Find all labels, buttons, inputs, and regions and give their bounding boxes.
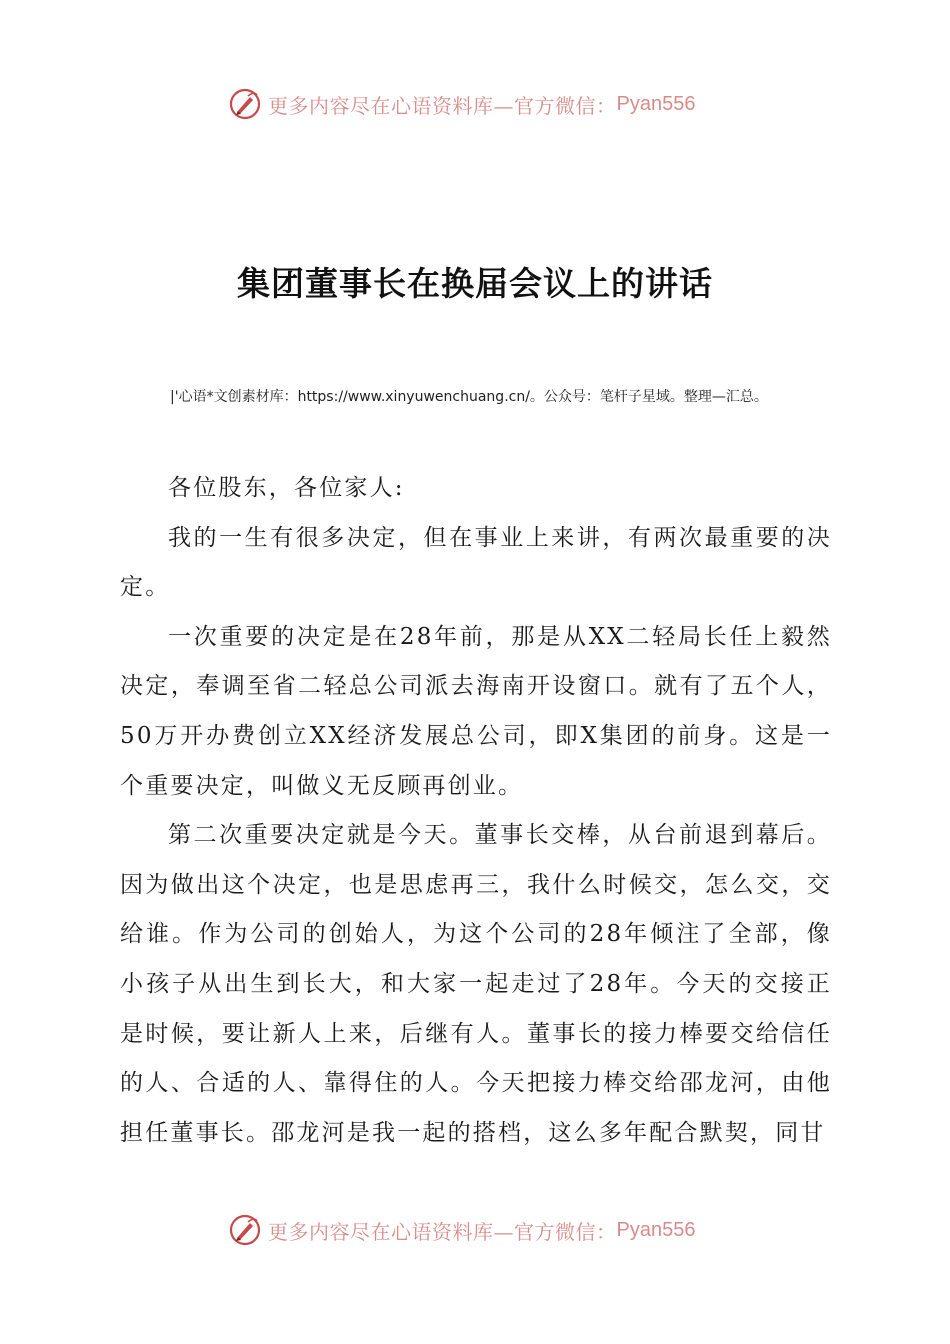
header-banner — [228, 84, 748, 124]
paragraph: 第二次重要决定就是今天。董事长交棒，从台前退到幕后。因为做出这个决定，也是思虑再三，我什么时候交，怎么交，交给谁。作为公司的创始人，为这个公司的28年倾注了全部，像小孩子从出生到长大，和大家一起走过了28年。今天的交接正是时候，要让新人上来，后继有人。董事长的接力棒要交给信任的人、合适的人、靠得住的人。今天把接力棒交给邵龙河，由他担任董事长。邵龙河是我一起的搭档，这么多年配合默契，同甘 — [120, 822, 832, 1146]
source-note: |'心语*文创素材库：https://www.xinyuwenchuang.cn/。公众号：笔杆子星域。整理—汇总。 — [170, 389, 768, 405]
paragraph: 一次重要的决定是在28年前，那是从XX二轻局长任上毅然决定，奉调至省二轻总公司派去海南开设窗口。就有了五个人，50万开办费创立XX经济发展总公司，即X集团的前身。这是一个重要决定，叫做义无反顾再创业。 — [120, 623, 832, 799]
document-title: 集团董事长在换届会议上的讲话 — [237, 264, 713, 303]
pen-logo-icon — [228, 1213, 262, 1247]
banner-wechat-id: Pyan556 — [616, 1218, 696, 1241]
document-body — [120, 464, 832, 1158]
banner-text: 更多内容尽在心语资料库—官方微信： — [268, 1219, 617, 1244]
paragraph: 我的一生有很多决定，但在事业上来讲，有两次最重要的决定。 — [120, 524, 832, 601]
paragraph: 各位股东，各位家人: — [168, 475, 405, 501]
banner-text: 更多内容尽在心语资料库—官方微信： — [268, 93, 617, 118]
footer-banner — [228, 1210, 748, 1250]
pen-logo-icon — [228, 87, 262, 121]
banner-wechat-id: Pyan556 — [616, 92, 696, 115]
